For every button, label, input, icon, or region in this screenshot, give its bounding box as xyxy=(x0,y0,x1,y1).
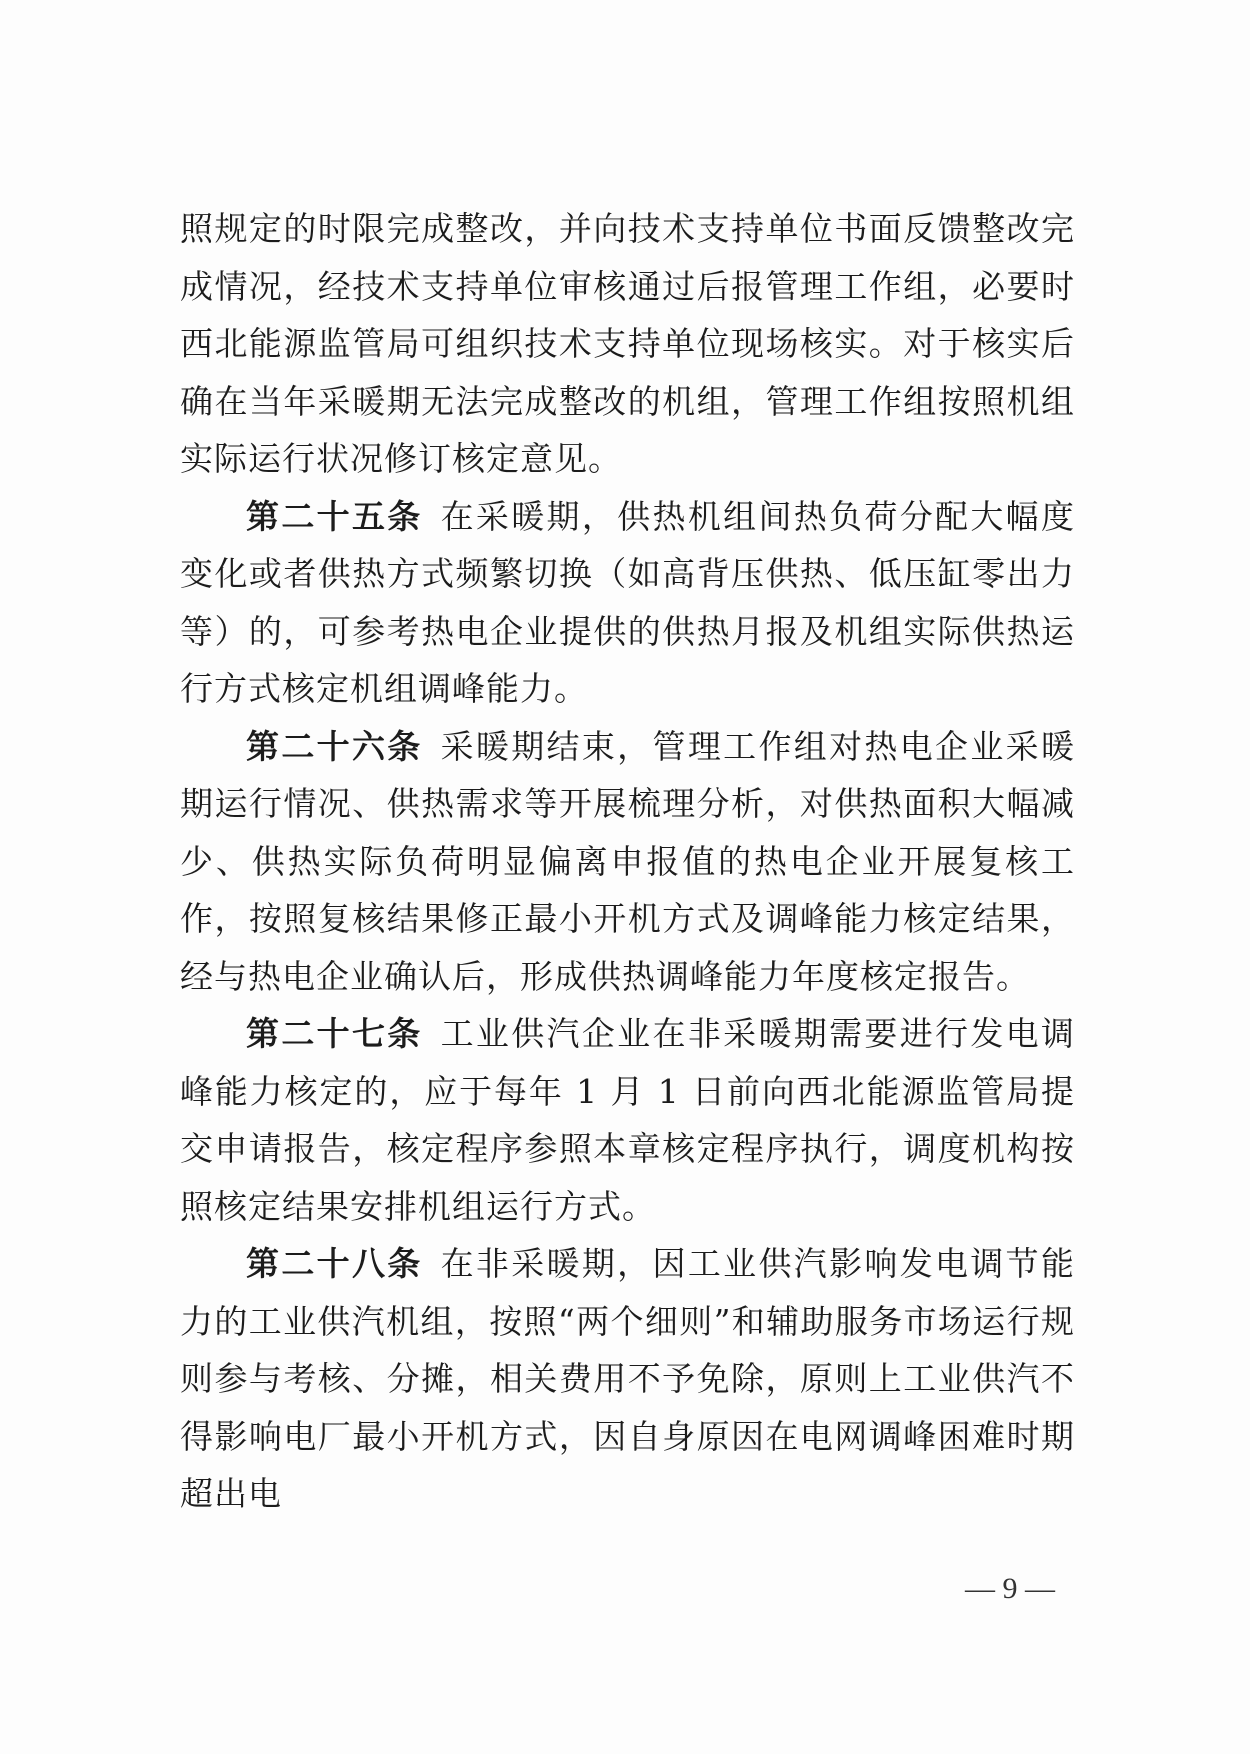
article-number: 第二十五条 xyxy=(246,496,423,536)
paragraph-text: 照规定的时限完成整改，并向技术支持单位书面反馈整改完成情况，经技术支持单位审核通过后报管理工作组，必要时西北能源监管局可组织技术支持单位现场核实。对于核实后确在当年采暖期无法完成整改的机组，管理工作组按照机组实际运行状况修订核定意见。 xyxy=(180,209,1075,478)
paragraph-text: 在采暖期，供热机组间热负荷分配大幅度变化或者供热方式频繁切换（如高背压供热、低压缸零出力等）的，可参考热电企业提供的供热月报及机组实际供热运行方式核定机组调峰能力。 xyxy=(180,496,1076,708)
paragraph-text: 工业供汽企业在非采暖期需要进行发电调峰能力核定的，应于每年 1 月 1 日前向西北能源监管局提交申请报告，核定程序参照本章核定程序执行，调度机构按照核定结果安排机组运行方式。 xyxy=(180,1014,1076,1226)
paragraph-text: 采暖期结束，管理工作组对热电企业采暖期运行情况、供热需求等开展梳理分析，对供热面积大幅减少、供热实际负荷明显偏离申报值的热电企业开展复核工作，按照复核结果修正最小开机方式及调峰能力核定结果，经与热电企业确认后，形成供热调峰能力年度核定报告。 xyxy=(180,726,1076,996)
article-number: 第二十七条 xyxy=(246,1014,423,1053)
paragraph-article-25 xyxy=(180,488,1075,718)
article-number: 第二十六条 xyxy=(246,726,423,766)
paragraph-article-26 xyxy=(180,718,1075,1006)
document-body xyxy=(180,200,1075,1523)
paragraph-text: 在非采暖期，因工业供汽影响发电调节能力的工业供汽机组，按照“两个细则”和辅助服务市场运行规则参与考核、分摊，相关费用不予免除，原则上工业供汽不得影响电厂最小开机方式，因自身原因在电网调峰困难时期超出电 xyxy=(180,1244,1076,1513)
article-number: 第二十八条 xyxy=(246,1244,423,1283)
paragraph-article-27 xyxy=(180,1005,1075,1235)
page-number: — 9 — xyxy=(965,1572,1055,1605)
paragraph-article-28 xyxy=(180,1235,1075,1523)
paragraph-continuation xyxy=(180,200,1075,488)
